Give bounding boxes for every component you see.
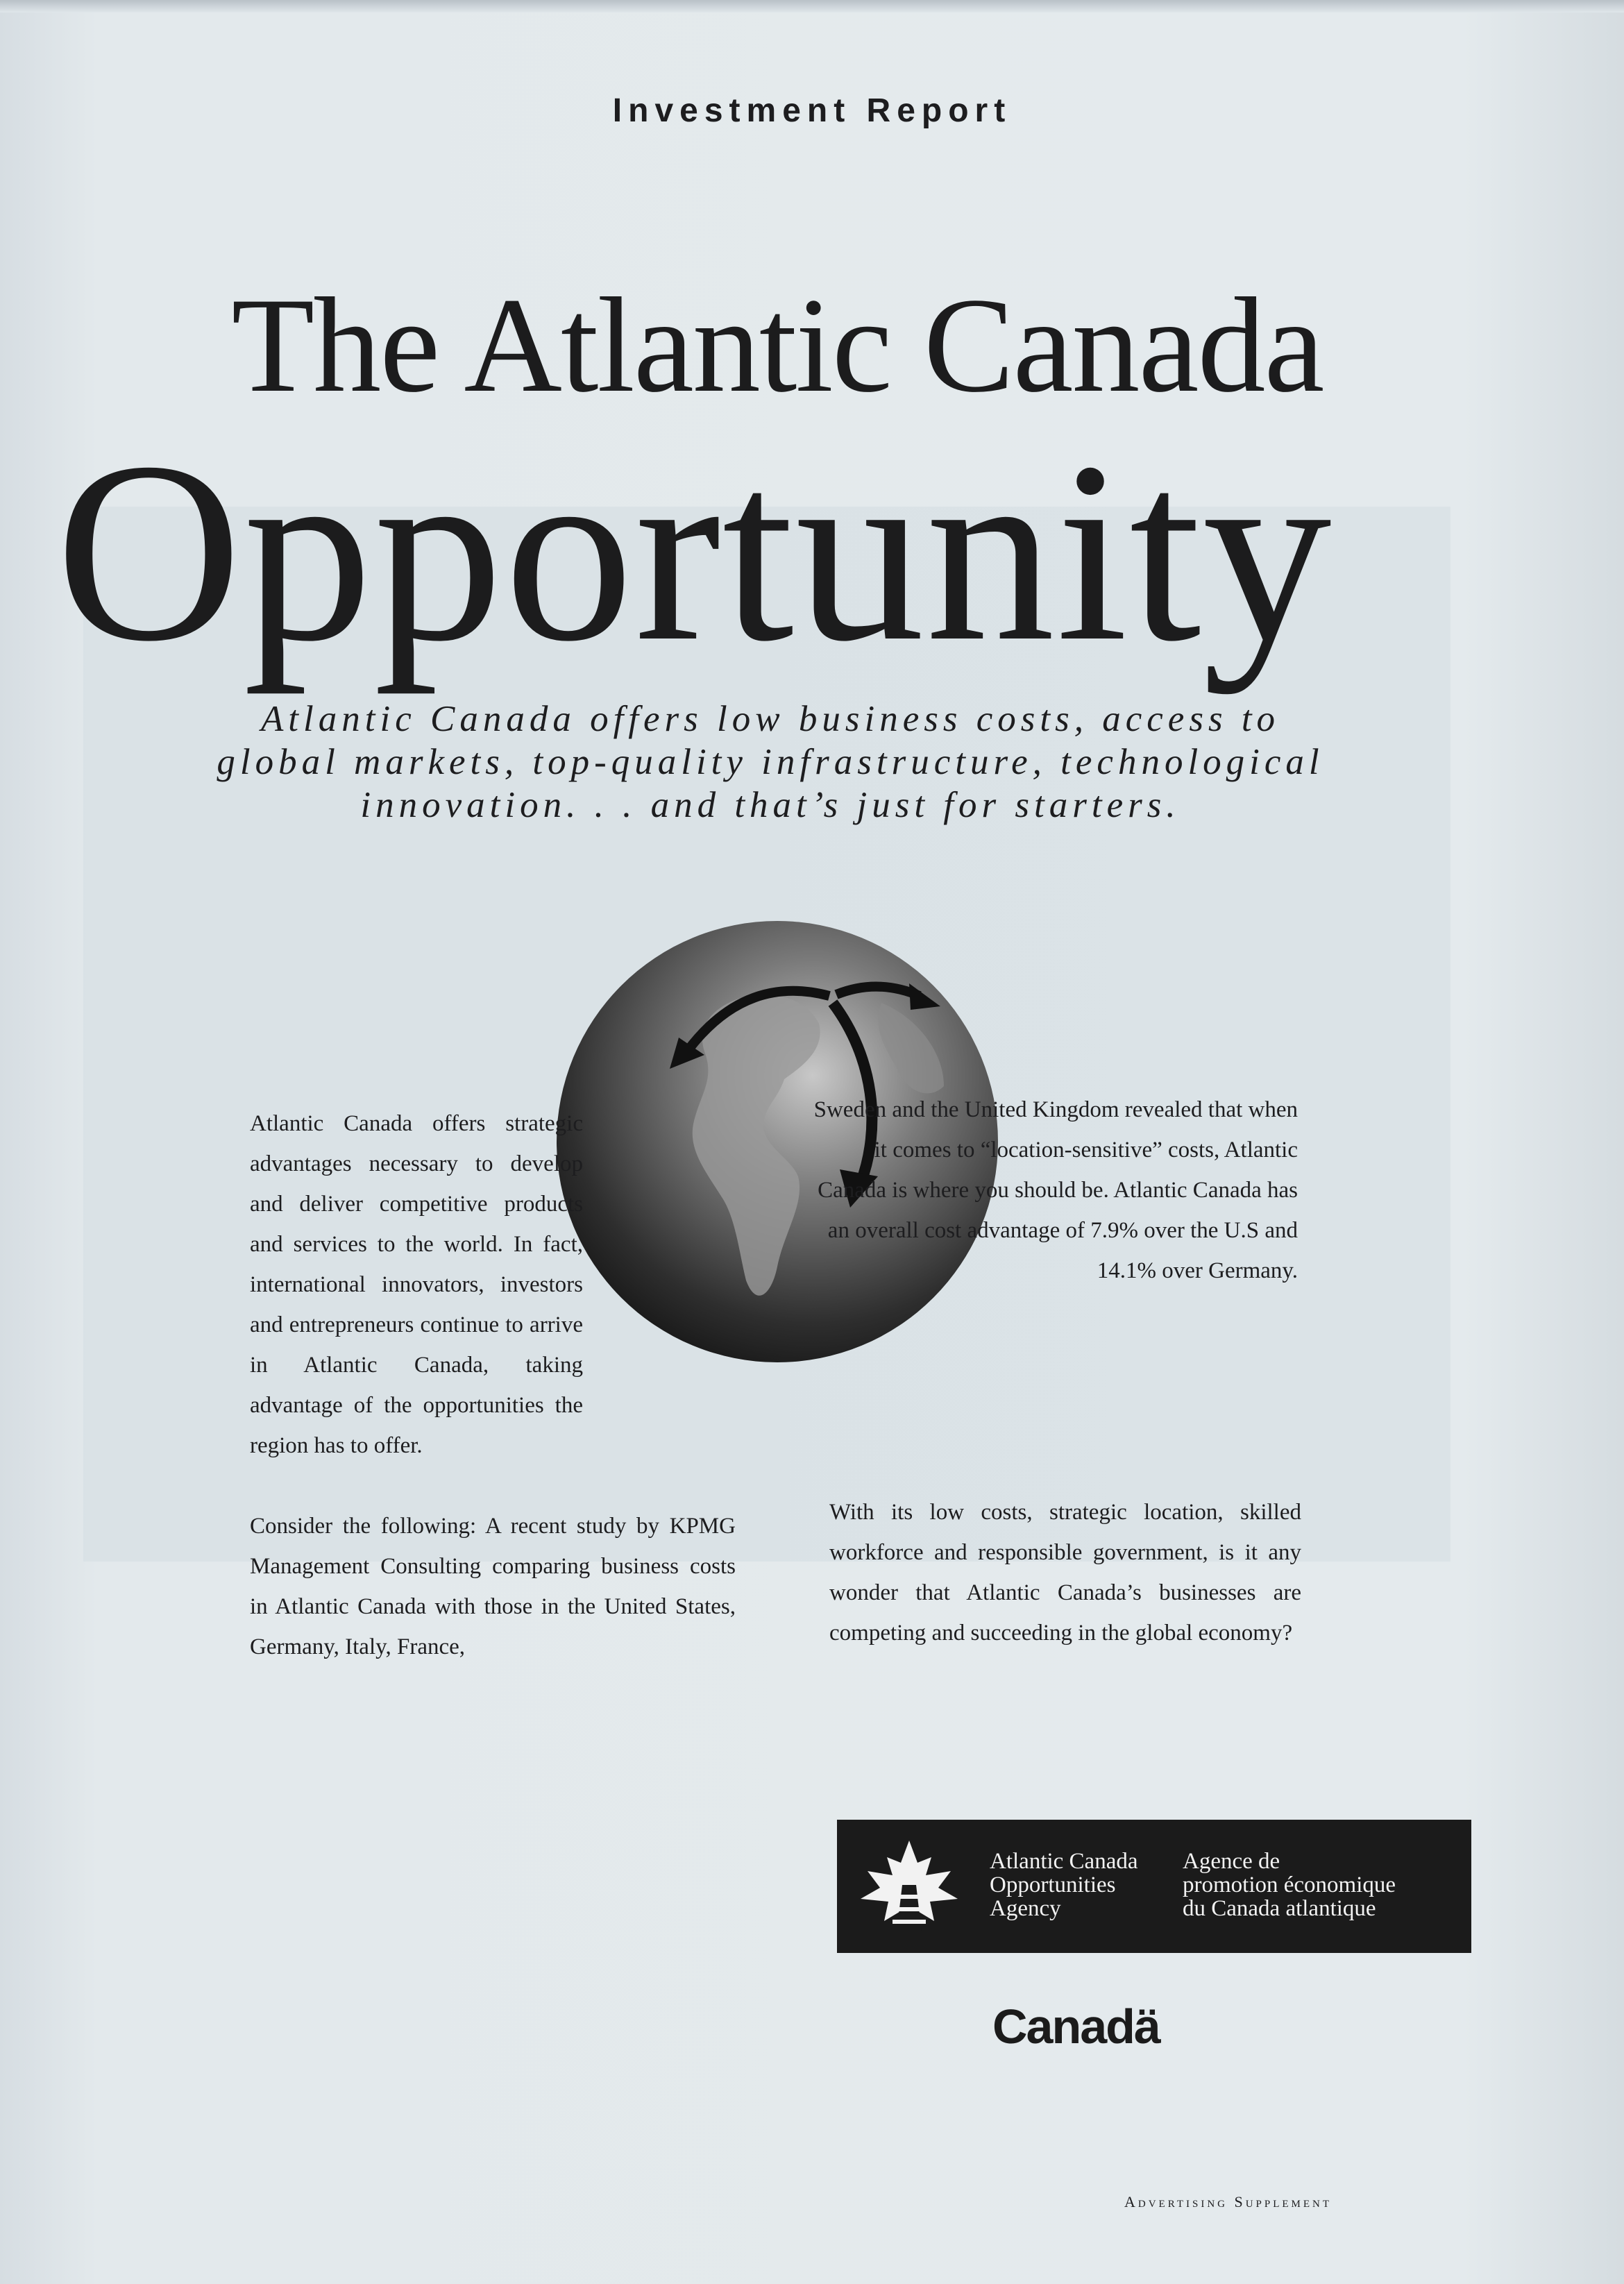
footer-label: Advertising Supplement (1124, 2193, 1333, 2210)
agency-name-french: Agence de promotion économique du Canada atlantique (1183, 1849, 1396, 1921)
tagline: Atlantic Canada offers low business costs, access to global markets, top-quality infrastructure, technological innovation. . . and that’s just for starters. (217, 699, 1324, 825)
body-column-right-bottom (829, 1492, 1301, 1653)
agency-name-english: Atlantic Canada Opportunities Agency (990, 1849, 1138, 1921)
maple-leaf-lighthouse-icon (854, 1835, 965, 1939)
body-paragraph: With its low costs, strategic location, skilled workforce and responsible government, is it any wonder that Atlantic Canada’s businesses are competing and succeeding in the global economy? (829, 1500, 1301, 1646)
body-paragraph: Sweden and the United Kingdom revealed that when it comes to “location-sensitive” costs, Atlantic Canada is where you should be. Atlantic Canada has an overall cost advantage of 7.9% over the U.S and 14.1% over Germany. (813, 1097, 1298, 1283)
body-paragraph: Atlantic Canada offers strategic advantages necessary to develop and deliver competitive products and services to the world. In fact, international innovators, investors and entrepreneurs continue to arrive in Atlantic Canada, taking advantage of the opportunities the region has to offer. (250, 1111, 583, 1458)
body-column-right-top (812, 1090, 1298, 1291)
canada-wordmark: Canadä (992, 1999, 1160, 2054)
section-kicker: Investment Report (612, 92, 1012, 129)
page-title-line2: Opportunity (56, 409, 1333, 695)
page-top-edge (0, 0, 1624, 12)
page-title-line1: The Atlantic Canada (231, 270, 1323, 421)
agency-logo (837, 1820, 1471, 1953)
body-paragraph: Consider the following: A recent study by KPMG Management Consulting comparing business costs in Atlantic Canada with those in the United States, Germany, Italy, France, (250, 1514, 736, 1659)
body-column-left (250, 1103, 736, 1667)
